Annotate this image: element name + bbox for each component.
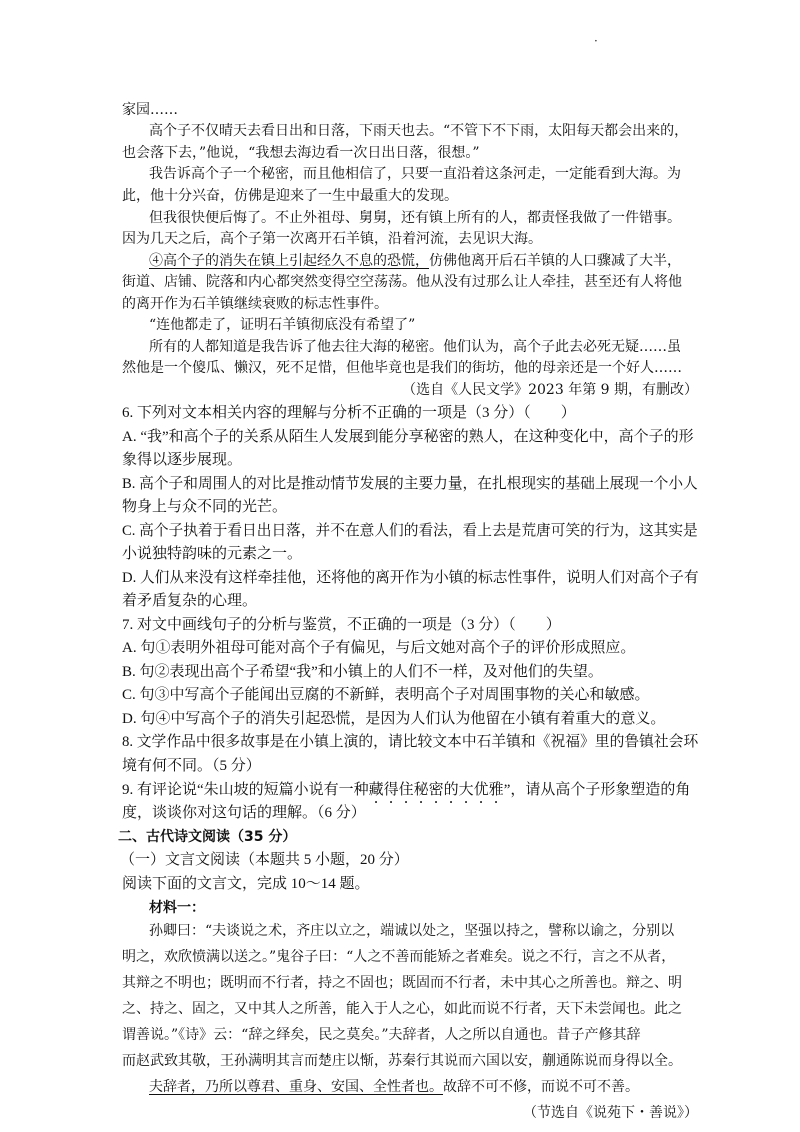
story-line: 街道、店铺、院落和内心都突然变得空空荡荡。他从没有过那么让人牵挂，甚至还有人将他 bbox=[122, 274, 682, 290]
subsection-title: （一）文言文阅读（本题共 5 小题，20 分） bbox=[120, 852, 409, 868]
story-line: 然他是一个傻瓜、懒汉，死不足惜，但他毕竟也是我们的街坊，他的母亲还是一个好人…… bbox=[122, 360, 682, 376]
question-9-text: 9. 有评论说“朱山坡的短篇小说有一种 bbox=[122, 782, 369, 798]
option-6a-cont: 象得以逐步展现。 bbox=[122, 452, 243, 468]
page-mark: · bbox=[594, 34, 598, 48]
option-6b: B. 高个子和周围人的对比是推动情节发展的主要力量，在扎根现实的基础上展现一个小人 bbox=[122, 476, 698, 492]
question-9-text: ”，请从高个子形象塑造的角 bbox=[503, 782, 691, 798]
classical-line: 孙卿曰：“夫谈说之术，齐庄以立之，端诚以处之，坚强以持之，譬称以谕之，分别以 bbox=[149, 923, 675, 939]
option-6d-cont: 着矛盾复杂的心理。 bbox=[122, 593, 258, 609]
classical-line: 明之，欢欣愤满以送之。”鬼谷子曰：“人之不善而能矫之者难矣。说之不行，言之不从者， bbox=[122, 949, 676, 965]
story-line: 也会落下去，”他说，“我想去海边看一次日出日落，很想。” bbox=[122, 145, 480, 161]
option-6b-cont: 物身上与众不同的光芒。 bbox=[122, 499, 288, 515]
option-7d: D. 句④中写高个子的消失引起恐慌，是因为人们认为他留在小镇有着重大的意义。 bbox=[122, 711, 666, 727]
classical-source: （节选自《说苑下・善说》） bbox=[523, 1105, 698, 1121]
story-line: 我告诉高个子一个秘密，而且他相信了，只要一直沿着这条河走，一定能看到大海。为 bbox=[149, 166, 681, 182]
story-source: （选自《人民文学》2023 年第 9 期，有删改） bbox=[402, 382, 698, 398]
classical-line: 其辩之不明也；既明而不行者，持之不固也；既固而不行者，未中其心之所善也。辩之、明 bbox=[122, 975, 682, 991]
story-line: 所有的人都知道是我告诉了他去往大海的秘密。他们认为，高个子此去必死无疑……虽 bbox=[149, 339, 681, 355]
story-line: 高个子不仅晴天去看日出和日落，下雨天也去。“不管下不下雨，太阳每天都会出来的， bbox=[149, 123, 689, 139]
option-6c: C. 高个子执着于看日出日落，并不在意人们的看法，看上去是荒唐可笑的行为，这其实是 bbox=[122, 523, 698, 539]
question-7: 7. 对文中画线句子的分析与鉴赏，不正确的一项是（3 分）（ ） bbox=[122, 617, 561, 633]
classical-line: 而赵武致其敬，王孙满明其言而楚庄以惭，苏秦行其说而六国以安，蒯通陈说而身得以全。 bbox=[122, 1053, 682, 1069]
underlined-sentence: 夫辞者，乃所以尊君、重身、安国、全性者也。 bbox=[149, 1079, 443, 1095]
classical-line: 之、持之、固之，又中其人之所善，能入于人之心，如此而说不行者，天下未尝闻也。此之 bbox=[122, 1001, 682, 1017]
question-6: 6. 下列对文本相关内容的理解与分析不正确的一项是（3 分）（ ） bbox=[122, 405, 576, 421]
question-8-cont: 境有何不同。（5 分） bbox=[122, 758, 261, 774]
option-6a: A. “我”和高个子的关系从陌生人发展到能分享秘密的熟人，在这种变化中，高个子的形 bbox=[122, 429, 694, 445]
classical-line bbox=[149, 1077, 698, 1097]
classical-line: 谓善说。”《诗》云：“辞之绎矣，民之莫矣。”夫辞者，人之所以自通也。昔子产修其辞 bbox=[122, 1027, 641, 1043]
instruction: 阅读下面的文言文，完成 10～14 题。 bbox=[122, 876, 370, 892]
option-7a: A. 句①表明外祖母可能对高个子有偏见，与后文她对高个子的评价形成照应。 bbox=[122, 640, 636, 656]
story-line: 家园…… bbox=[122, 102, 178, 118]
emphasized-quote: 藏得住秘密的大优雅 bbox=[368, 782, 504, 798]
story-line: 的离开作为石羊镇继续衰败的标志性事件。 bbox=[122, 296, 388, 312]
option-7c: C. 句③中写高个子能闻出豆腐的不新鲜，表明高个子对周围事物的关心和敏感。 bbox=[122, 687, 650, 703]
option-6c-cont: 小说独特韵味的元素之一。 bbox=[122, 546, 303, 562]
story-text: 仿佛他离开后石羊镇的人口骤减了大半， bbox=[429, 253, 681, 269]
story-line: 但我很快便后悔了。不止外祖母、舅舅，还有镇上所有的人，都责怪我做了一件错事。 bbox=[149, 210, 681, 226]
option-6d: D. 人们从来没有这样牵挂他，还将他的离开作为小镇的标志性事件，说明人们对高个子有 bbox=[122, 570, 699, 586]
option-7b: B. 句②表现出高个子希望“我”和小镇上的人们不一样，及对他们的失望。 bbox=[122, 664, 603, 680]
classical-text: 故辞不可不修，而说不可不善。 bbox=[443, 1079, 639, 1095]
story-line: “连他都走了，证明石羊镇彻底没有希望了” bbox=[149, 317, 416, 333]
question-8: 8. 文学作品中很多故事是在小镇上演的，请比较文本中石羊镇和《祝福》里的鲁镇社会环 bbox=[122, 734, 699, 750]
story-line bbox=[149, 251, 698, 271]
underlined-sentence-4: ④高个子的消失在镇上引起经久不息的恐慌， bbox=[149, 253, 429, 269]
question-9-cont: 度，谈谈你对这句话的理解。（6 分） bbox=[122, 805, 366, 821]
section-title: 二、古代诗文阅读（35 分） bbox=[118, 829, 297, 845]
story-line: 此，他十分兴奋，仿佛是迎来了一生中最重大的发现。 bbox=[122, 188, 458, 204]
material-1-label: 材料一： bbox=[149, 900, 205, 916]
story-line: 因为几天之后，高个子第一次离开石羊镇，沿着河流，去见识大海。 bbox=[122, 231, 542, 247]
